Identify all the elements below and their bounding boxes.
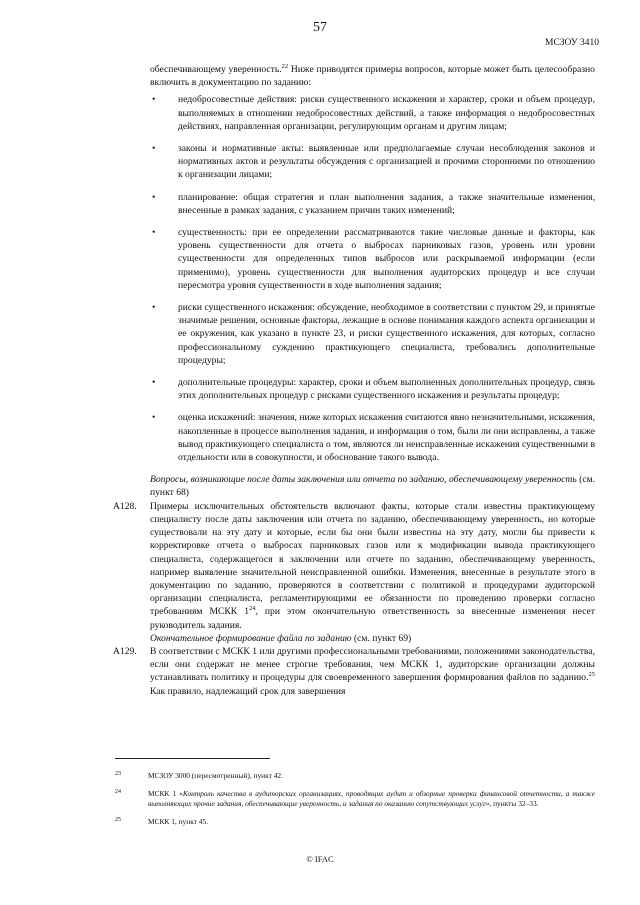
documentation-bullet-list [150, 93, 595, 464]
paragraph-a128: A128. Примеры исключительных обстоятельств включают факты, которые стали известны практикующему специалисту после даты заключения или отчета по заданию, обеспечивающему уверенность, но которые существовали на эту дату и которые, если бы они были известны на эту дату, могли бы привести к корректировке отчета о выбросах парниковых газов или к модификации вывода практикующего специалиста, содержащегося в заключении или отчете по заданию, обеспечивающему уверенность, например выявление значительной неисправленной ошибки. Изменения, внесенные в результате этого в документацию по заданию, проверяются в соответствии с политикой и процедурами аудиторской организации специалиста, регламентирующими ее обязанности по проведению проверки согласно требованиям МСКК $1^{24}$, при этом окончательную ответственность за внесенные изменения несет руководитель задания. [113, 500, 595, 631]
bullet-item: • риски существенного искажения: обсуждение, необходимое в соответствии с пунктом 29, и принятые значимые решения, основные факторы, лежащие в основе понимания каждого аспекта организации и ее окружения, как указано в пункте 23, и риски существенного искажения, для которых, согласно профессиональному суждению практикующего специалиста, требовались дополнительные процедуры; [152, 302, 595, 366]
footnote-ref: 25 [588, 671, 595, 679]
bullet-item: • недобросовестные действия: риски существенного искажения и характер, сроки и объем процедур, выполняемых в отношении недобросовестных действий, а также информация о недобросовестных действиях, направленная организации, регулирующим органам и другим лицам; [152, 94, 595, 132]
bullet-dot-icon: • [152, 377, 156, 389]
bullet-item: • существенность: при ее определении рассматриваются такие числовые данные и факторы, как уровень существенности для отчета о выбросах парниковых газов, уровень или уровни существенности для определенных типов выбросов или раскрываемой информации (если применимо), уровень существенности для выполнения аудиторских процедур и все случаи пересмотра уровня существенности в ходе выполнения задания; [152, 227, 595, 291]
footnote-ref: 22 [281, 62, 289, 70]
paragraph-a129: A129. В соответствии с МСКК 1 или другими профессиональными требованиями, положениями законодательства, если они содержат не менее строгие требования, чем МСКК 1, аудиторские организации должны устанавливать политику и процедуры для своевременного завершения формирования файлов по заданию.$^{25}$ Как правило, надлежащий срок для завершения [113, 645, 595, 697]
footnote-ref: 24 [249, 605, 256, 613]
document-code: МСЗОУ 3410 [545, 38, 599, 48]
footnotes [115, 771, 595, 834]
footnote-25: 25 МСКК 1, пункт 45. [115, 816, 209, 826]
paragraph-number: A128. [113, 500, 137, 512]
footnote-24: 24 МСКК 1 «Контроль качества в аудиторских организациях, проводящих аудит и обзорные проверки финансовой отчетности, а также выполняющих прочие задания, обеспечивающие уверенность, и задания по оказанию сопутствующих услуг», пункты 32–33. [115, 788, 595, 808]
paragraph-number: A129. [113, 645, 137, 657]
bullet-dot-icon: • [152, 227, 156, 239]
intro-paragraph: обеспечивающему уверенность.$^{22}$ Ниже приводятся примеры вопросов, которые может быть целесообразно включить в документацию по заданию: [150, 62, 595, 89]
bullet-dot-icon: • [152, 412, 156, 424]
bullet-item: • дополнительные процедуры: характер, сроки и объем выполненных дополнительных процедур, связь этих дополнительных процедур с рисками существенного искажения и результаты процедур; [152, 377, 595, 402]
footnote-divider [115, 758, 270, 759]
bullet-dot-icon: • [152, 302, 156, 314]
section-heading-final-file: Окончательное формирование файла по заданию (см. пункт 69) [150, 632, 412, 644]
bullet-dot-icon: • [152, 191, 156, 203]
bullet-item: • планирование: общая стратегия и план выполнения задания, а также значительные изменения, внесенные в рамках задания, с указанием причин таких изменений; [152, 191, 595, 216]
section-heading-after-report: Вопросы, возникающие после даты заключения или отчета по заданию, обеспечивающему уверенность (см. пункт 68) [150, 474, 596, 499]
footnote-23: 23 МСЗОУ 3000 (пересмотренный), пункт 42. [115, 771, 283, 780]
page-body [113, 62, 596, 698]
page-number: 57 [313, 20, 327, 35]
bullet-dot-icon: • [152, 94, 156, 106]
bullet-item: • оценка искажений: значения, ниже которых искажения считаются явно незначительными, искажения, накопленные в процессе выполнения задания, и информация о том, были ли они исправлены, а также вывод практикующего специалиста о том, являются ли неисправленные искажения существенными в отдельности или в совокупности, и обоснование такого вывода. [152, 412, 595, 464]
bullet-item: • законы и нормативные акты: выявленные или предполагаемые случаи несоблюдения законов и нормативных актов и результаты обсуждения с организацией и прочими сторонними по отношению к организации лицами; [152, 143, 595, 181]
bullet-dot-icon: • [152, 143, 156, 155]
footer-copyright: © IFAC [306, 854, 334, 864]
